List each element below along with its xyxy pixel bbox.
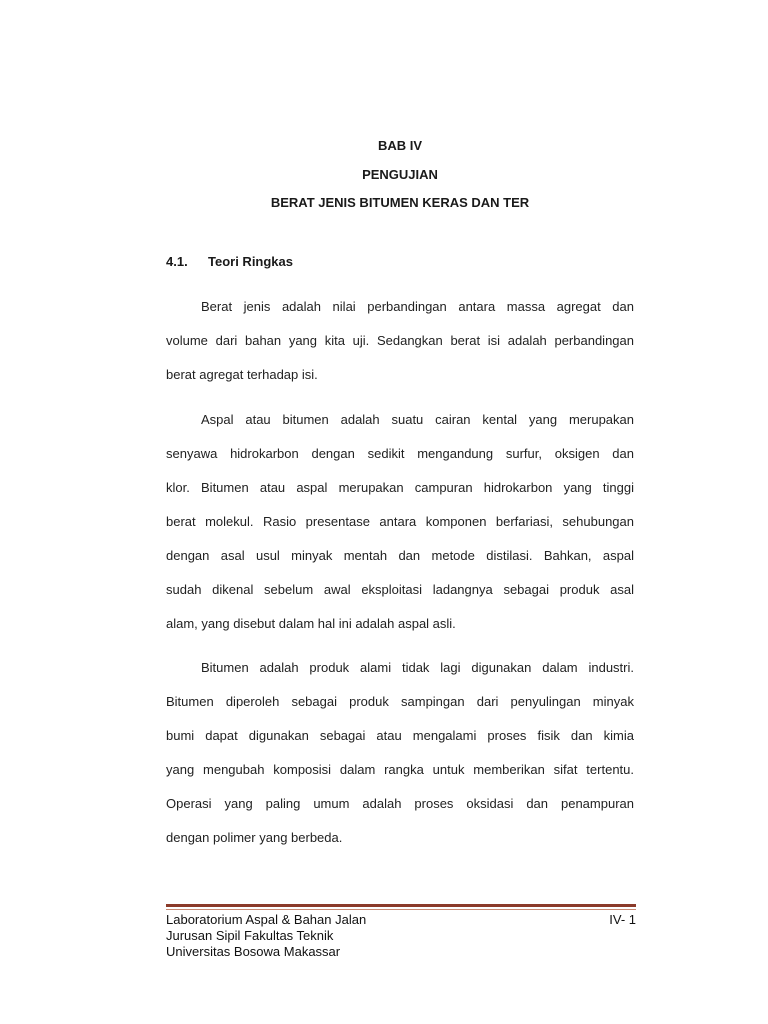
paragraph-3	[166, 651, 634, 855]
footer-lab-name: Laboratorium Aspal & Bahan Jalan	[166, 912, 367, 927]
paragraph-line: berat agregat terhadap isi.	[166, 367, 318, 382]
section-heading	[166, 253, 293, 271]
chapter-label: BAB IV	[377, 138, 423, 153]
paragraph-line: yang mengubah komposisi dalam rangka untuk memberikan sifat tertentu.	[166, 762, 634, 777]
paragraph-1	[166, 290, 634, 392]
footer-rule-thin	[166, 909, 636, 910]
footer-department: Jurusan Sipil Fakultas Teknik	[166, 928, 334, 943]
paragraph-line: senyawa hidrokarbon dengan sedikit mengandung surfur, oksigen dan	[166, 446, 634, 461]
paragraph-line: sudah dikenal sebelum awal eksploitasi ladangnya sebagai produk asal	[166, 582, 634, 597]
section-title: Teori Ringkas	[208, 254, 294, 269]
paragraph-2	[166, 403, 634, 641]
paragraph-line: volume dari bahan yang kita uji. Sedangkan berat isi adalah perbandingan	[166, 333, 634, 348]
paragraph-line: bumi dapat digunakan sebagai atau mengalami proses fisik dan kimia	[166, 728, 634, 743]
paragraph-line: Berat jenis adalah nilai perbandingan antara massa agregat dan	[201, 299, 634, 314]
paragraph-line: Bitumen adalah produk alami tidak lagi digunakan dalam industri.	[201, 660, 634, 675]
page-footer	[166, 912, 636, 960]
section-number: 4.1.	[166, 254, 188, 269]
footer-rule	[166, 904, 636, 907]
paragraph-line: alam, yang disebut dalam hal ini adalah aspal asli.	[166, 616, 456, 631]
paragraph-line: berat molekul. Rasio presentase antara komponen berfariasi, sehubungan	[166, 514, 634, 529]
paragraph-line: Aspal atau bitumen adalah suatu cairan kental yang merupakan	[201, 412, 634, 427]
chapter-subtitle: BERAT JENIS BITUMEN KERAS DAN TER	[270, 195, 530, 210]
chapter-heading	[166, 137, 634, 223]
chapter-title: PENGUJIAN	[362, 166, 438, 182]
paragraph-line: klor. Bitumen atau aspal merupakan campuran hidrokarbon yang tinggi	[166, 480, 634, 495]
paragraph-line: Bitumen diperoleh sebagai produk sampingan dari penyulingan minyak	[166, 694, 634, 709]
paragraph-line: Operasi yang paling umum adalah proses oksidasi dan penampuran	[166, 796, 634, 811]
paragraph-line: dengan polimer yang berbeda.	[166, 830, 343, 845]
paragraph-line: dengan asal usul minyak mentah dan metode distilasi. Bahkan, aspal	[166, 548, 634, 563]
page-number: IV- 1	[609, 912, 636, 927]
footer-university: Universitas Bosowa Makassar	[166, 944, 341, 959]
